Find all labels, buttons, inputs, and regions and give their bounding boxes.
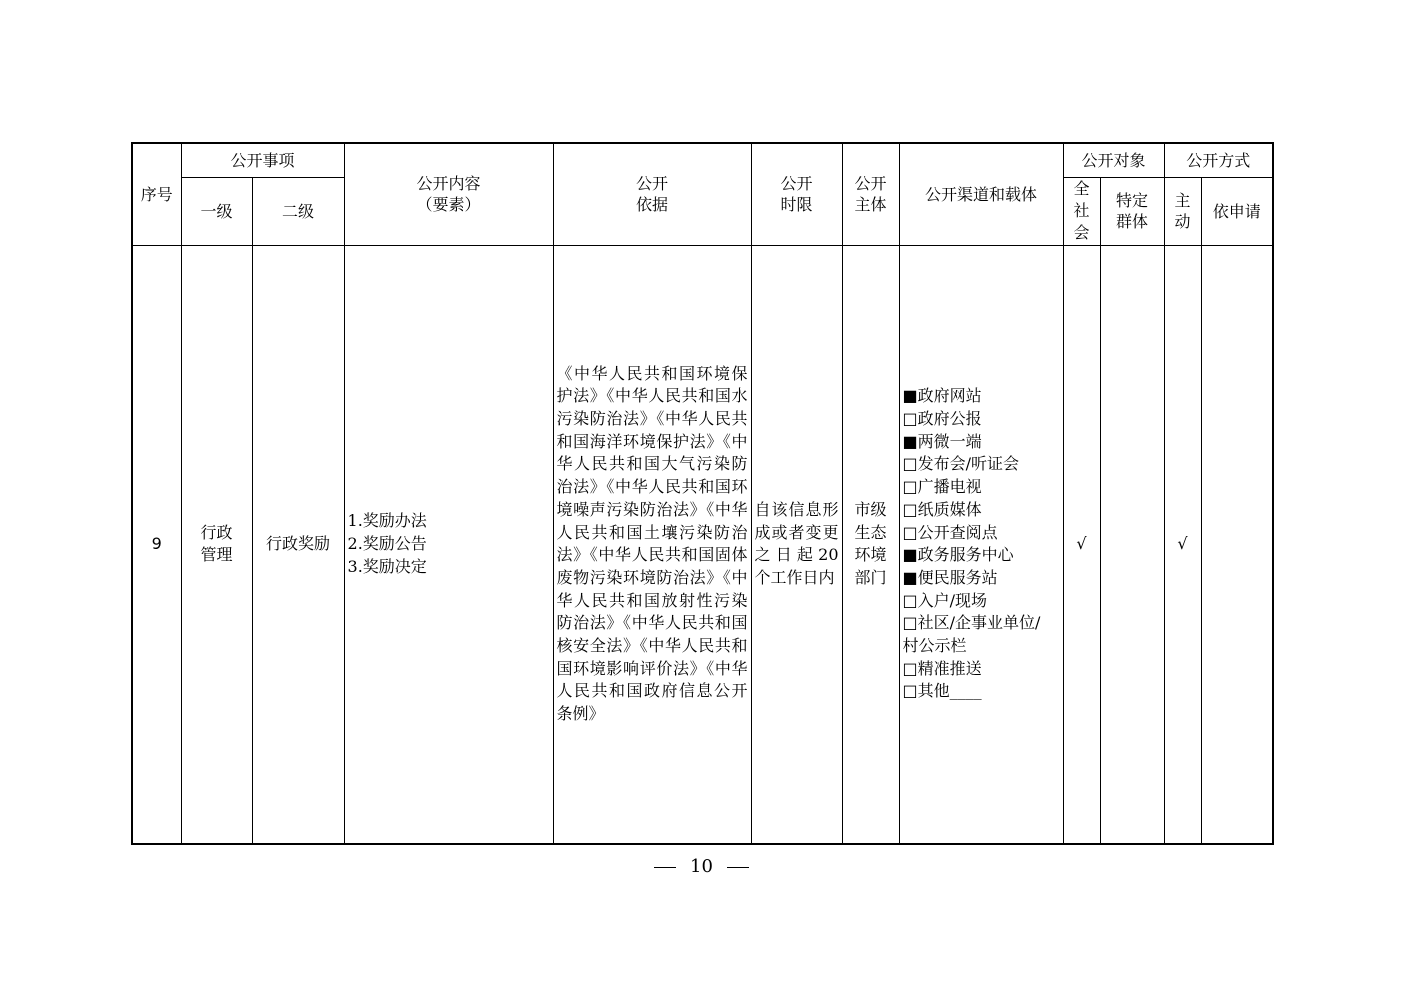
row-serial: 9 bbox=[132, 245, 181, 844]
header-time-limit: 公开 时限 bbox=[751, 143, 842, 245]
channel-item: □纸质媒体 bbox=[902, 499, 982, 519]
page-footer bbox=[0, 853, 1403, 881]
row-level2: 行政奖励 bbox=[252, 245, 344, 844]
header-level2: 二级 bbox=[252, 177, 344, 245]
row-subject: 市级 生态 环境 部门 bbox=[842, 245, 899, 844]
row-level1: 行政 管理 bbox=[181, 245, 252, 844]
header-channel: 公开渠道和载体 bbox=[899, 143, 1063, 245]
channel-item: ■政府网站 bbox=[902, 386, 982, 406]
channel-item: □其他____ bbox=[902, 681, 982, 701]
header-level1: 一级 bbox=[181, 177, 252, 245]
header-serial: 序号 bbox=[132, 143, 181, 245]
channel-item: ■政务服务中心 bbox=[902, 545, 1014, 565]
row-method-request-check bbox=[1201, 245, 1273, 844]
header-target: 公开对象 bbox=[1063, 143, 1164, 177]
row-channels bbox=[899, 245, 1063, 844]
row-method-active-check: √ bbox=[1164, 245, 1201, 844]
channel-item: □公开查阅点 bbox=[902, 522, 998, 542]
header-method-active: 主 动 bbox=[1164, 177, 1201, 245]
table-row bbox=[132, 245, 1273, 844]
header-matter: 公开事项 bbox=[181, 143, 344, 177]
row-target-all-check: √ bbox=[1063, 245, 1100, 844]
channel-item: □入户/现场 bbox=[902, 590, 988, 610]
dash-right bbox=[727, 867, 749, 868]
table-header bbox=[132, 143, 1273, 245]
row-target-specific-check bbox=[1100, 245, 1164, 844]
row-time-limit: 自该信息形成或者变更之日起20个工作日内 bbox=[751, 245, 842, 844]
header-method: 公开方式 bbox=[1164, 143, 1273, 177]
row-basis: 《中华人民共和国环境保护法》《中华人民共和国水污染防治法》《中华人民共和国海洋环境保护法》《中华人民共和国大气污染防治法》《中华人民共和国环境噪声污染防治法》《中华人民共和国土壤污染防治法》《中华人民共和国固体废物污染环境防治法》《中华人民共和国放射性污染防治法》《中华人民共和国核安全法》《中华人民共和国环境影响评价法》《中华人民共和国政府信息公开条例》 bbox=[553, 245, 751, 844]
channel-item: □精准推送 bbox=[902, 658, 982, 678]
header-basis: 公开 依据 bbox=[553, 143, 751, 245]
header-subject: 公开 主体 bbox=[842, 143, 899, 245]
header-method-request: 依申请 bbox=[1201, 177, 1273, 245]
channel-item: □广播电视 bbox=[902, 477, 982, 497]
channel-item: □社区/企事业单位/ bbox=[902, 613, 1041, 633]
dash-left bbox=[654, 867, 676, 868]
channel-item: □发布会/听证会 bbox=[902, 454, 1020, 474]
header-target-specific: 特定 群体 bbox=[1100, 177, 1164, 245]
channel-item: ■两微一端 bbox=[902, 431, 982, 451]
header-target-all: 全 社 会 bbox=[1063, 177, 1100, 245]
channel-item: 村公示栏 bbox=[902, 636, 967, 656]
channel-item: □政府公报 bbox=[902, 409, 982, 429]
disclosure-table bbox=[131, 142, 1274, 845]
row-content: 1.奖励办法 2.奖励公告 3.奖励决定 bbox=[344, 245, 553, 844]
page-number: 10 bbox=[690, 856, 713, 877]
channel-item: ■便民服务站 bbox=[902, 567, 998, 587]
header-content: 公开内容 （要素） bbox=[344, 143, 553, 245]
